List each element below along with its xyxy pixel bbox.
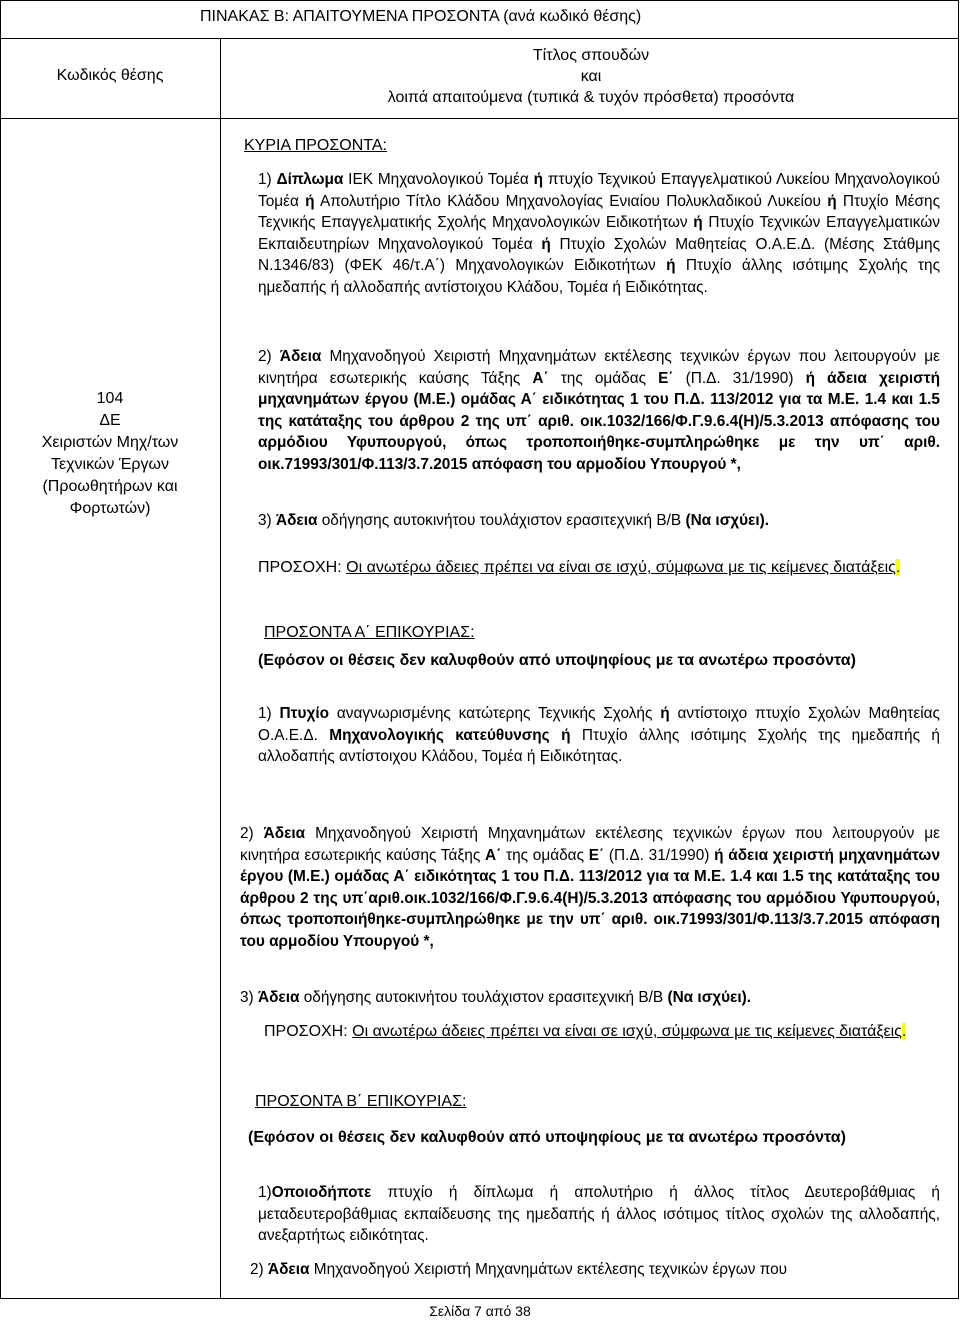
- alt-b-item-2: 2) Άδεια Μηχανοδηγού Χειριστή Μηχανημάτων εκτέλεσης τεχνικών έργων που: [250, 1261, 788, 1278]
- column-header-requirements: Τίτλος σπουδών και λοιπά απαιτούμενα (τυπικά & τυχόν πρόσθετα) προσόντα: [387, 47, 795, 106]
- position-cell: [0, 388, 220, 520]
- alt-b-heading: ΠΡΟΣΟΝΤΑ Β΄ ΕΠΙΚΟΥΡΙΑΣ:: [255, 1093, 467, 1110]
- table-border-left: [0, 0, 1, 1299]
- alt-a-item-2: 2) Άδεια Μηχανοδηγού Χειριστή Μηχανημάτων εκτέλεσης τεχνικών έργων που λειτουργούν με κινητήρα εσωτερικής καύσης Τάξης Α΄ της ομάδας Ε΄ (Π.Δ. 31/1990) ή άδεια χειριστή μηχανημάτων έργου (Μ.Ε.) ομάδας Α΄ ειδικότητας 1 του Π.Δ. 113/2012 για τα Μ.Ε. 1.4 και 1.5 της κατάταξης του άρθρου 2 της υπ΄αριθ.οικ.1032/166/Φ.Γ.9.6.4(Η)/5.3.2013 απόφασης του αρμόδιου Υφυπουργού, όπως τροποποιήθηκε-συμπληρώθηκε με την υπ΄ αριθ. οικ.71993/301/Φ.113/3.7.2015 απόφαση του αρμοδίου Υπουργού *,: [240, 825, 940, 950]
- column-header-code: Κωδικός θέσης: [56, 67, 164, 84]
- position-code: 104: [96, 390, 124, 407]
- table-border-right: [958, 0, 959, 1299]
- main-item-1: 1) Δίπλωμα ΙΕΚ Μηχανολογικού Τομέα ή πτυχίο Τεχνικού Επαγγελματικού Λυκείου Μηχανολογικού Τομέα ή Απολυτήριο Τίτλο Κλάδου Μηχανολογίας Ενιαίου Πολυκλαδικού Λυκείου ή Πτυχίο Μέσης Τεχνικής Επαγγελματικής Σχολής Μηχανολογικών Ειδικοτήτων ή Πτυχίο Τεχνικών Επαγγελματικών Εκπαιδευτηρίων Μηχανολογικού Τομέα ή Πτυχίο Σχολών Μαθητείας Ο.Α.Ε.Δ. (Μέσης Στάθμης Ν.1346/83) (ΦΕΚ 46/τ.Α΄) Μηχανολογικών Ειδικοτήτων ή Πτυχίο άλλης ισότιμης Σχολής της ημεδαπής ή αλλοδαπής αντίστοιχου Κλάδου, Τομέα ή Ειδικότητας.: [258, 171, 941, 296]
- alt-a-attention-note: ΠΡΟΣΟΧΗ: Οι ανωτέρω άδειες πρέπει να είναι σε ισχύ, σύμφωνα με τις κείμενες διατάξεις.: [264, 1023, 907, 1040]
- table-column-divider: [220, 38, 221, 1299]
- position-category: ΔΕ: [99, 412, 121, 429]
- position-name-line: Τεχνικών Έργων: [51, 456, 169, 473]
- alt-b-item-1: 1)Οποιοδήποτε πτυχίο ή δίπλωμα ή απολυτήριο ή άλλος τίτλος Δευτεροβάθμιας ή μεταδευτεροβάθμιας εκπαίδευσης της ημεδαπής ή άλλος ισότιμος τίτλος σχολών της αλλοδαπής, ανεξαρτήτως ειδικότητας.: [258, 1184, 940, 1245]
- alt-a-item-1: 1) Πτυχίο αναγνωρισμένης κατώτερης Τεχνικής Σχολής ή αντίστοιχο πτυχίο Σχολών Μαθητείας Ο.Α.Ε.Δ. Μηχανολογικής κατεύθυνσης ή Πτυχίο άλλης ισότιμης Σχολής της ημεδαπής ή αλλοδαπής αντίστοιχου Κλάδου, Τομέα ή Ειδικότητας.: [258, 705, 940, 766]
- position-name-line: Φορτωτών): [69, 500, 151, 517]
- alt-a-condition: (Εφόσον οι θέσεις δεν καλυφθούν από υποψηφίους με τα ανωτέρω προσόντα): [258, 652, 856, 669]
- page-number: Σελίδα 7 από 38: [429, 1303, 531, 1319]
- table-border-top: [0, 0, 959, 1]
- table-title: ΠΙΝΑΚΑΣ Β: ΑΠΑΙΤΟΥΜΕΝΑ ΠΡΟΣΟΝΤΑ (ανά κωδικό θέσης): [200, 8, 642, 25]
- alt-a-item-3: 3) Άδεια οδήγησης αυτοκινήτου τουλάχιστον ερασιτεχνική Β/Β (Να ισχύει).: [240, 989, 752, 1006]
- table-border-bottom: [0, 1298, 959, 1299]
- position-name-line: (Προωθητήρων και: [42, 478, 178, 495]
- main-item-3: 3) Άδεια οδήγησης αυτοκινήτου τουλάχιστον ερασιτεχνική Β/Β (Να ισχύει).: [258, 512, 770, 529]
- position-name-line: Χειριστών Μηχ/των: [41, 434, 179, 451]
- main-qualifications-heading: ΚΥΡΙΑ ΠΡΟΣΟΝΤΑ:: [244, 137, 387, 154]
- table-title-divider: [0, 38, 959, 39]
- main-attention-note: ΠΡΟΣΟΧΗ: Οι ανωτέρω άδειες πρέπει να είναι σε ισχύ, σύμφωνα με τις κείμενες διατάξεις.: [258, 559, 901, 576]
- alt-a-heading: ΠΡΟΣΟΝΤΑ Α΄ ΕΠΙΚΟΥΡΙΑΣ:: [264, 624, 475, 641]
- table-header-divider: [0, 118, 959, 119]
- alt-b-condition: (Εφόσον οι θέσεις δεν καλυφθούν από υποψηφίους με τα ανωτέρω προσόντα): [248, 1129, 846, 1146]
- main-item-2: 2) Άδεια Μηχανοδηγού Χειριστή Μηχανημάτων εκτέλεσης τεχνικών έργων που λειτουργούν με κινητήρα εσωτερικής καύσης Τάξης Α΄ της ομάδας Ε΄ (Π.Δ. 31/1990) ή άδεια χειριστή μηχανημάτων έργου (Μ.Ε.) ομάδας Α΄ ειδικότητας 1 του Π.Δ. 113/2012 για τα Μ.Ε. 1.4 και 1.5 της κατάταξης του άρθρου 2 της υπ΄ αριθ. οικ.1032/166/Φ.Γ.9.6.4(Η)/5.3.2013 απόφασης του αρμόδιου Υφυπουργού, όπως τροποποιήθηκε-συμπληρώθηκε με την υπ΄ αριθ. οικ.71993/301/Φ.113/3.7.2015 απόφαση του αρμοδίου Υπουργού *,: [258, 348, 940, 473]
